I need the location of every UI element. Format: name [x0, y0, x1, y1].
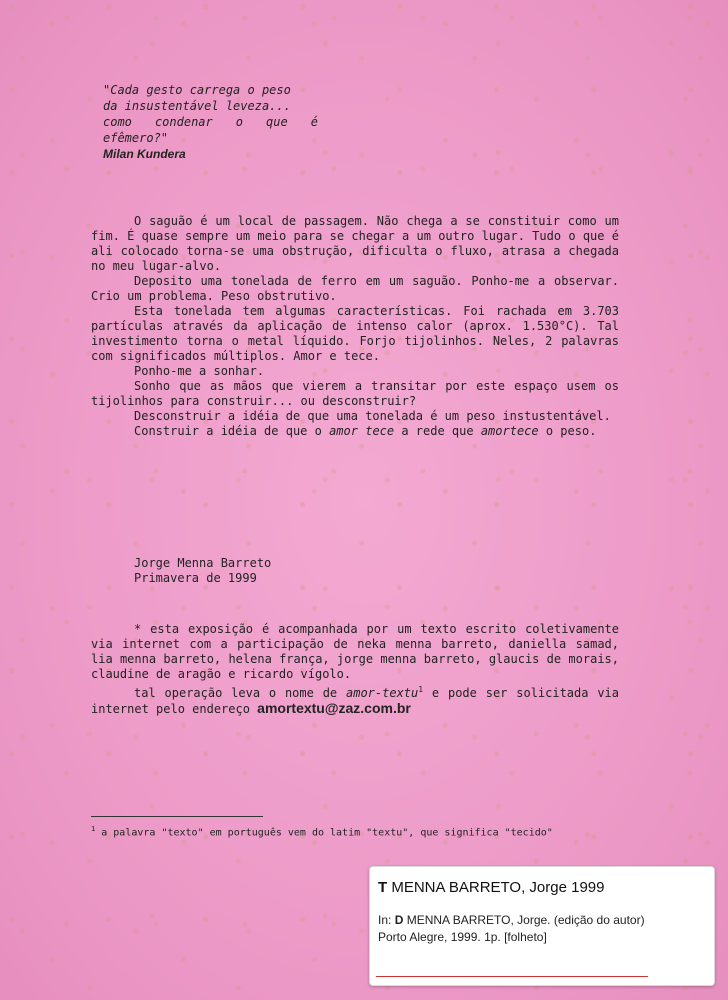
text-fragment: MENNA BARRETO, Jorge. (edição do autor): [403, 913, 645, 927]
epigraph-line: "Cada gesto carrega o peso: [103, 83, 291, 97]
text-fragment: tal operação leva o nome de: [134, 686, 346, 700]
main-text: [91, 214, 619, 439]
catalog-reference-label: [369, 866, 715, 986]
signature-block: [134, 556, 271, 586]
text-fragment: a rede que: [394, 424, 481, 438]
note-paragraph: * esta exposição é acompanhada por um texto escrito coletivamente via internet com a participação de neka menna barreto, daniella samad, lia menna barreto, helena frança, jorge menna barreto, glaucis de morais, claudine de aragão e ricardo vígolo.: [91, 622, 619, 681]
reference-source: [378, 913, 645, 927]
paragraph: Desconstruir a idéia de que uma tonelada é um peso instustentável.: [134, 409, 611, 423]
text-fragment: Construir a idéia de que o: [134, 424, 330, 438]
reference-underline: [376, 976, 648, 977]
footnote-marker: 1: [418, 685, 424, 694]
reference-doc-letter: D: [394, 913, 404, 927]
emphasis-amortece: amortece: [480, 424, 539, 438]
note-paragraph: [91, 682, 619, 717]
text-fragment: In:: [378, 913, 395, 927]
paragraph: Sonho que as mãos que vierem a transitar por este espaço usem os tijolinhos para construir... ou desconstruir?: [91, 379, 619, 408]
reference-publication: Porto Alegre, 1999. 1p. [folheto]: [378, 930, 547, 944]
epigraph: [103, 82, 318, 162]
signature-date: Primavera de 1999: [134, 571, 257, 585]
epigraph-author: Milan Kundera: [103, 147, 186, 161]
term-amor-textu: amor-textu: [346, 686, 419, 700]
paragraph: Deposito uma tonelada de ferro em um saguão. Ponho-me a observar. Crio um problema. Peso obstrutivo.: [91, 274, 619, 303]
author-name: Jorge Menna Barreto: [134, 556, 272, 570]
footnote-text: a palavra "texto" em português vem do latim "textu", que significa "tecido": [95, 827, 553, 839]
paragraph-closing: [91, 424, 619, 439]
footnote-number: 1: [91, 825, 96, 833]
epigraph-line: efêmero?": [103, 131, 169, 145]
footnote-divider: [91, 816, 263, 817]
epigraph-line: como condenar o que é: [103, 115, 318, 129]
exhibition-note: [91, 622, 619, 717]
reference-type-letter: T: [378, 879, 388, 896]
footnote: [91, 822, 561, 840]
paragraph: Esta tonelada tem algumas características. Foi rachada em 3.703 partículas através da aplicação de intenso calor (aprox. 1.530°C). Tal investimento torna o metal líquido. Forjo tijolinhos. Neles, 2 palavras com significados múltiplos. Amor e tece.: [91, 304, 619, 363]
paragraph: Ponho-me a sonhar.: [134, 364, 265, 378]
emphasis-tece: tece: [365, 424, 395, 438]
reference-title-text: MENNA BARRETO, Jorge 1999: [387, 879, 605, 896]
epigraph-line: da insustentável leveza...: [103, 99, 291, 113]
emphasis-amor: amor: [329, 424, 358, 438]
text-fragment: e pode ser solicitada via internet pelo endereço: [91, 686, 620, 716]
paragraph: O saguão é um local de passagem. Não chega a se constituir como um fim. É quase sempre um meio para se chegar a um outro lugar. Tudo o que é ali colocado torna-se uma obstrução, dificulta o fluxo, atrasa a chegada no meu lugar-alvo.: [91, 214, 619, 273]
text-fragment: o peso.: [538, 424, 597, 438]
reference-title: [378, 879, 604, 896]
email-address: amortextu@zaz.com.br: [257, 700, 411, 716]
